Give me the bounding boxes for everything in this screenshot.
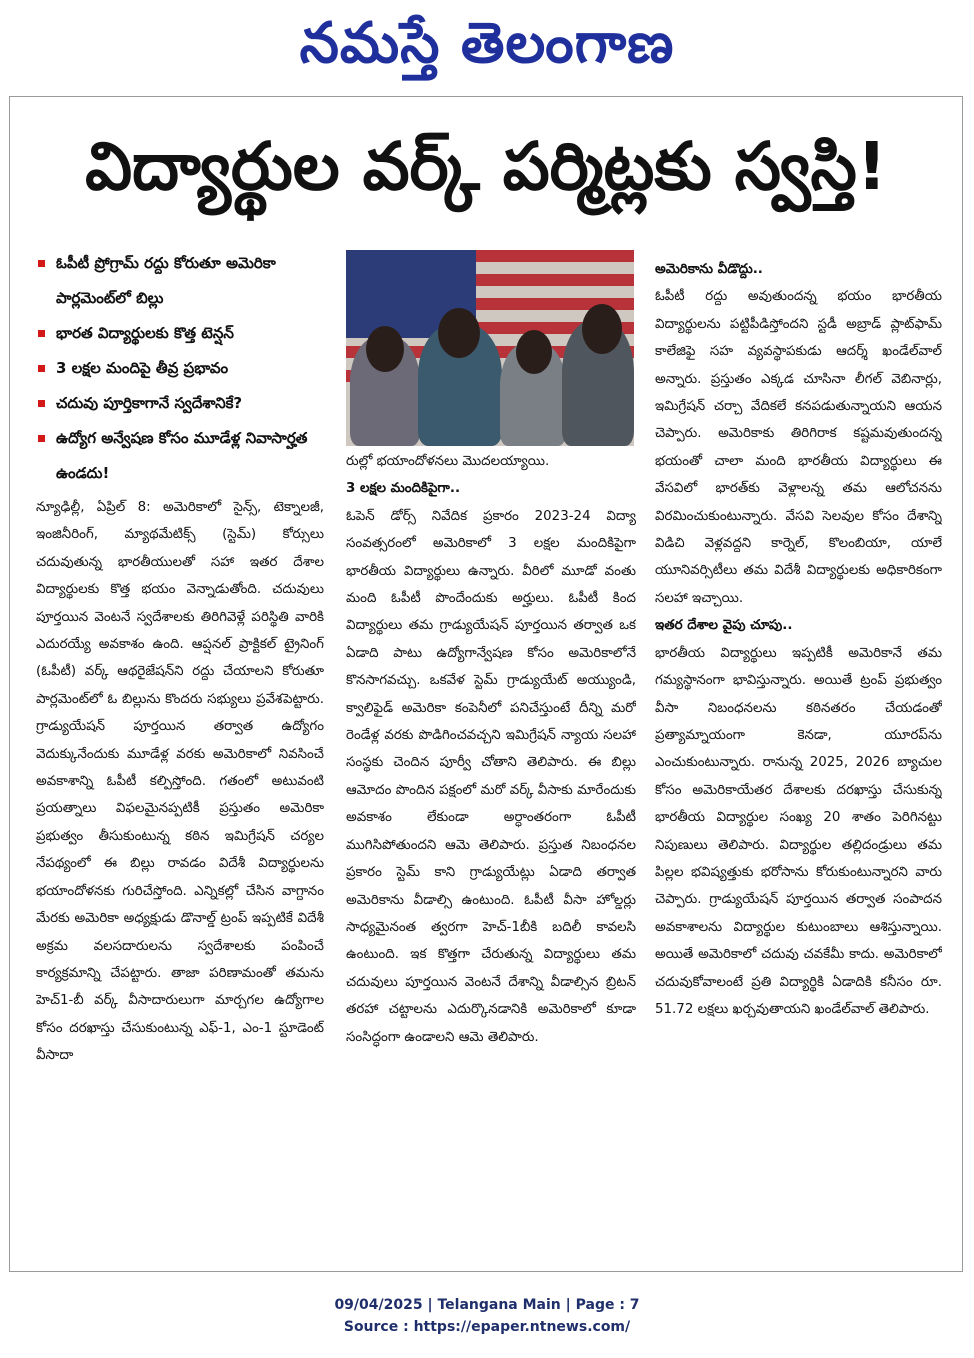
bullet-marker-icon [38, 365, 45, 372]
masthead-title: నమస్తే తెలంగాణ [299, 11, 675, 76]
article-photo [346, 250, 634, 446]
subheading: అమెరికాను వీడొద్దు.. [655, 262, 763, 277]
bullet-item [36, 351, 332, 386]
bullet-marker-icon [38, 260, 45, 267]
person-head [438, 308, 480, 358]
subheading: 3 లక్షల మందికిపైగా.. [346, 481, 461, 497]
masthead [0, 6, 974, 82]
bullet-text: భారత విద్యార్థులకు కొత్త టెన్షన్ [56, 324, 234, 342]
headline: విద్యార్థుల వర్క్ పర్మిట్లకు స్వస్తి! [85, 128, 887, 205]
page-footer [0, 1294, 974, 1338]
paragraph: ఓపెన్ డోర్స్ నివేదిక ప్రకారం 2023-24 విద్యా సంవత్సరంలో అమెరికాలో 3 లక్షల మందికిపైగా భారతీయ విద్యార్థులు ఉన్నారు. వీరిలో మూడో వంతు మంది ఓపీటీ పొందేందుకు అర్హులు. ఓపీటీ కింద విద్యార్థులు తమ గ్రాడ్యుయేషన్ పూర్తయిన తర్వాత ఒక ఏడాది పాటు ఉద్యోగాన్వేషణ కోసం అమెరికాలోనే కొనసాగవచ్చు. ఒకవేళ స్టెమ్ గ్రాడ్యుయేట్ అయ్యుండి, క్వాలిఫైడ్ అమెరికా కంపెనీలో పనిచేస్తుంటే దీన్ని మరో రెండేళ్ల వరకు పొడిగించవచ్చని ఇమిగ్రేషన్ న్యాయ సలహా సంస్థకు చెందిన పూర్వీ చోతాని తెలిపారు. ఈ బిల్లు ఆమోదం పొందిన పక్షంలో మరో వర్క్ వీసాకు మారేందుకు అవకాశం లేకుండా అర్ధాంతరంగా ఓపీటీ ముగిసిపోతుందని ఆమె తెలిపారు. ప్రస్తుత నిబంధనల ప్రకారం స్టెమ్ కాని గ్రాడ్యుయేట్లు ఏడాది తర్వాత అమెరికాను వీడాల్సి ఉంటుంది. ఓపీటీ వీసా హోల్డర్లు సాధ్యమైనంత త్వరగా హెచ్-1బీకి బదిలీ కావలసి ఉంటుంది. ఇక కొత్తగా చేరుతున్న విద్యార్థులు తమ చదువులు పూర్తయిన వెంటనే దేశాన్ని వీడాల్సిన బ్రిటన్ తరహా చట్టాలను ఎదుర్కొనడానికి అమెరికాలో కూడా సంసిద్ధంగా ఉండాలని ఆమె తెలిపారు. [346, 508, 636, 1045]
article-column-3 [655, 256, 942, 1256]
bullet-item [36, 246, 332, 316]
footer-source-line: Source : https://epaper.ntnews.com/ [343, 1319, 631, 1335]
paragraph: భారతీయ విద్యార్థులు ఇప్పటికీ అమెరికానే తమ గమ్యస్థానంగా భావిస్తున్నారు. అయితే ట్రంప్ ప్రభుత్వం వీసా నిబంధనలను కఠినతరం చేయడంతో ప్రత్యామ్నాయంగా కెనడా, యూరప్‌ను ఎంచుకుంటున్నారు. రానున్న 2025, 2026 బ్యాచుల కోసం అమెరికాయేతర దేశాలకు దరఖాస్తు చేసుకున్న భారతీయ విద్యార్థుల సంఖ్య 20 శాతం పెరిగినట్టు నిపుణులు తెలిపారు. విద్యార్థుల తల్లిదండ్రులు తమ పిల్లల భవిష్యత్తుకు భరోసాను కోరుకుంటున్నారని వారు చెప్పారు. గ్రాడ్యుయేషన్ పూర్తయిన తర్వాత సంపాదన అవకాశాలను విద్యార్థుల కుటుంబాలు ఆశిస్తున్నాయి. అయితే అమెరికాలో చదువు చవకేమీ కాదు. అమెరికాలో చదువుకోవాలంటే ప్రతి విద్యార్థికి ఏడాదికి కనీసం రూ. 51.72 లక్షలు ఖర్చవుతాయని ఖండేల్‌వాల్ తెలిపారు. [655, 645, 942, 1017]
bullet-text: చదువు పూర్తికాగానే స్వదేశానికే? [56, 394, 243, 412]
bullet-list [36, 246, 332, 491]
person-head [516, 330, 552, 374]
paragraph: ఓపీటీ రద్దు అవుతుందన్న భయం భారతీయ విద్యార్థులను పట్టిపీడిస్తోందని స్టడీ అబ్రాడ్ ప్లాట్‌ఫామ్ కాలేజిఫై సహ వ్యవస్థాపకుడు ఆదర్శ్ ఖండేల్‌వాల్ అన్నారు. ప్రస్తుతం ఎక్కడ చూసినా లీగల్ వెబినార్లు, ఇమిగ్రేషన్ చర్చా వేదికలే కనపడుతున్నాయని ఆయన చెప్పారు. అమెరికాకు తిరిగిరాక కష్టమవుతుందన్న భయంతో చాలా మంది భారతీయ విద్యార్థులు ఈ వేసవిలో భారత్‌కు వెళ్లాలన్న తమ ఆలోచనను విరమించుకుంటున్నారు. వేసవి సెలవుల కోసం దేశాన్ని విడిచి వెళ్లవద్దని కార్నెల్, కొలంబియా, యాలే యూనివర్సిటీలు తమ విదేశీ విద్యార్థులకు అధికారికంగా సలహా ఇచ్చాయి. [655, 289, 942, 606]
bullet-item [36, 421, 332, 491]
bullet-item [36, 386, 332, 421]
paragraph: న్యూఢిల్లీ, ఏప్రిల్ 8: అమెరికాలో సైన్స్, టెక్నాలజీ, ఇంజినీరింగ్, మ్యాథమేటిక్స్ (స్టెమ్) కోర్సులు చదువుతున్న భారతీయులతో సహా ఇతర దేశాల విద్యార్థులకు కొత్త భయం వెన్నాడుతోంది. చదువులు పూర్తయిన వెంటనే స్వదేశాలకు తిరిగివెళ్లే పరిస్థితి వారికి ఎదురయ్యే అవకాశం ఉంది. ఆప్షనల్ ప్రాక్టికల్ ట్రైనింగ్ (ఓపీటీ) వర్క్ ఆథరైజేషన్‌ని రద్దు చేయాలని కోరుతూ పార్లమెంట్‌లో ఓ బిల్లును కొందరు సభ్యులు ప్రవేశపెట్టారు. గ్రాడ్యుయేషన్ పూర్తయిన తర్వాత ఉద్యోగం వెదుక్కునేందుకు మూడేళ్ల వరకు అమెరికాలో నివసించే అవకాశాన్ని ఓపీటీ కల్పిస్తోంది. గతంలో అటువంటి ప్రయత్నాలు విఫలమైనప్పటికీ ప్రస్తుతం అమెరికా ప్రభుత్వం తీసుకుంటున్న కఠిన ఇమిగ్రేషన్ చర్యల నేపథ్యంలో ఈ బిల్లు రావడం విదేశీ విద్యార్థులను భయాందోళనకు గురిచేస్తోంది. ఎన్నికల్లో చేసిన వాగ్దానం మేరకు అమెరికా అధ్యక్షుడు డొనాల్డ్ ట్రంప్ ఇప్పటికే విదేశీ అక్రమ వలసదారులను స్వదేశాలకు పంపించే కార్యక్రమాన్ని చేపట్టారు. తాజా పరిణామంతో తమను హెచ్1-బీ వర్క్ వీసాదారులుగా మార్చగల ఉద్యోగాల కోసం దరఖాస్తు చేసుకుంటున్న ఎఫ్-1, ఎం-1 స్టూడెంట్ వీసాదా [36, 500, 324, 1064]
paragraph: రుల్లో భయాందోళనలు మొదలయ్యాయి. [346, 454, 550, 469]
person-head [582, 304, 622, 354]
bullet-text: 3 లక్షల మందిపై తీవ్ర ప్రభావం [56, 359, 229, 377]
bullet-item [36, 316, 332, 351]
bullet-text: ఉద్యోగ అన్వేషణ కోసం మూడేళ్ల నివాసార్హత ఉండదు! [56, 429, 308, 482]
bullet-marker-icon [38, 330, 45, 337]
person-head [366, 326, 404, 372]
bullet-marker-icon [38, 400, 45, 407]
bullet-marker-icon [38, 435, 45, 442]
article-column-2 [346, 448, 636, 1256]
bullet-text: ఓపీటీ ప్రోగ్రామ్ రద్దు కోరుతూ అమెరికా పార్లమెంట్‌లో బిల్లు [56, 254, 276, 307]
footer-date-line: 09/04/2025 | Telangana Main | Page : 7 [334, 1297, 640, 1313]
article-column-1 [36, 494, 324, 1256]
subheading: ఇతర దేశాల వైపు చూపు.. [655, 618, 793, 634]
